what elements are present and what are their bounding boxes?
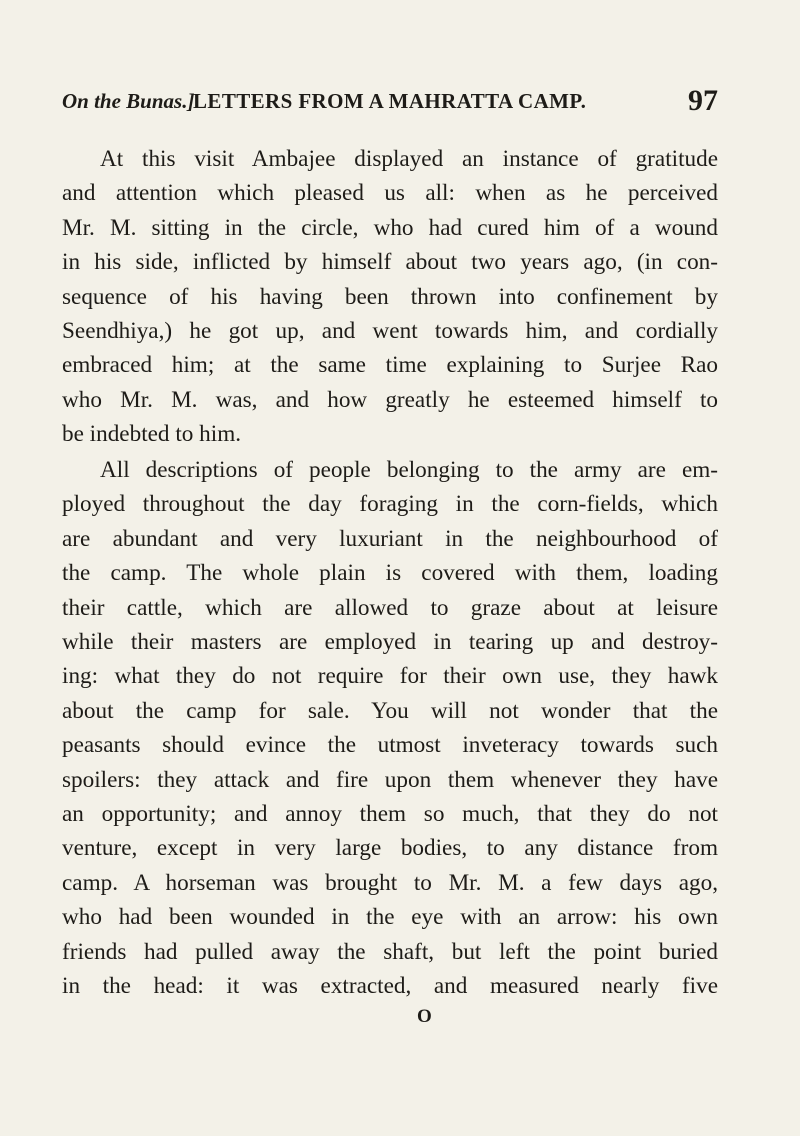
text-line: are abundant and very luxuriant in the neighbourhood of (62, 525, 718, 552)
text-line: All descriptions of people belonging to the army are em- (100, 457, 718, 483)
signature-mark: O (417, 1006, 432, 1027)
running-head (62, 84, 718, 124)
text-line: Seendhiya,) he got up, and went towards him, and cordially (62, 318, 718, 345)
running-title: LETTERS FROM A MAHRATTA CAMP. (193, 89, 587, 113)
text-line: be indebted to him. (62, 421, 242, 448)
text-line: At this visit Ambajee displayed an instance of gratitude (100, 146, 718, 172)
text-line: in his side, inflicted by himself about two years ago, (in con- (62, 249, 718, 276)
text-line: camp. A horseman was brought to Mr. M. a few days ago, (62, 869, 718, 896)
text-line: sequence of his having been thrown into confinement by (62, 283, 718, 310)
text-line: who Mr. M. was, and how greatly he esteemed himself to (62, 386, 718, 413)
paragraph-2 (62, 453, 718, 1004)
text-line: ing: what they do not require for their own use, they hawk (62, 663, 718, 690)
page-number: 97 (688, 84, 718, 117)
section-label: On the Bunas.] (62, 89, 195, 113)
text-line: their cattle, which are allowed to graze about at leisure (62, 594, 718, 621)
text-line: and attention which pleased us all: when as he perceived (62, 180, 718, 207)
text-line: who had been wounded in the eye with an arrow: his own (62, 904, 718, 931)
text-line: while their masters are employed in tearing up and destroy- (62, 629, 718, 656)
text-line: friends had pulled away the shaft, but left the point buried (62, 938, 718, 965)
text-line: the camp. The whole plain is covered with them, loading (62, 560, 718, 587)
text-line: Mr. M. sitting in the circle, who had cured him of a wound (62, 214, 718, 241)
text-line: ployed throughout the day foraging in the corn-fields, which (62, 491, 718, 518)
text-line: about the camp for sale. You will not wonder that the (62, 697, 718, 724)
text-line: spoilers: they attack and fire upon them whenever they have (62, 766, 718, 793)
text-line: in the head: it was extracted, and measured nearly five (62, 973, 718, 1000)
text-line: peasants should evince the utmost inveteracy towards such (62, 732, 718, 759)
text-line: embraced him; at the same time explaining to Surjee Rao (62, 352, 718, 379)
text-line: an opportunity; and annoy them so much, that they do not (62, 801, 718, 828)
paragraph-1 (62, 142, 718, 452)
text-line: venture, except in very large bodies, to any distance from (62, 835, 718, 862)
